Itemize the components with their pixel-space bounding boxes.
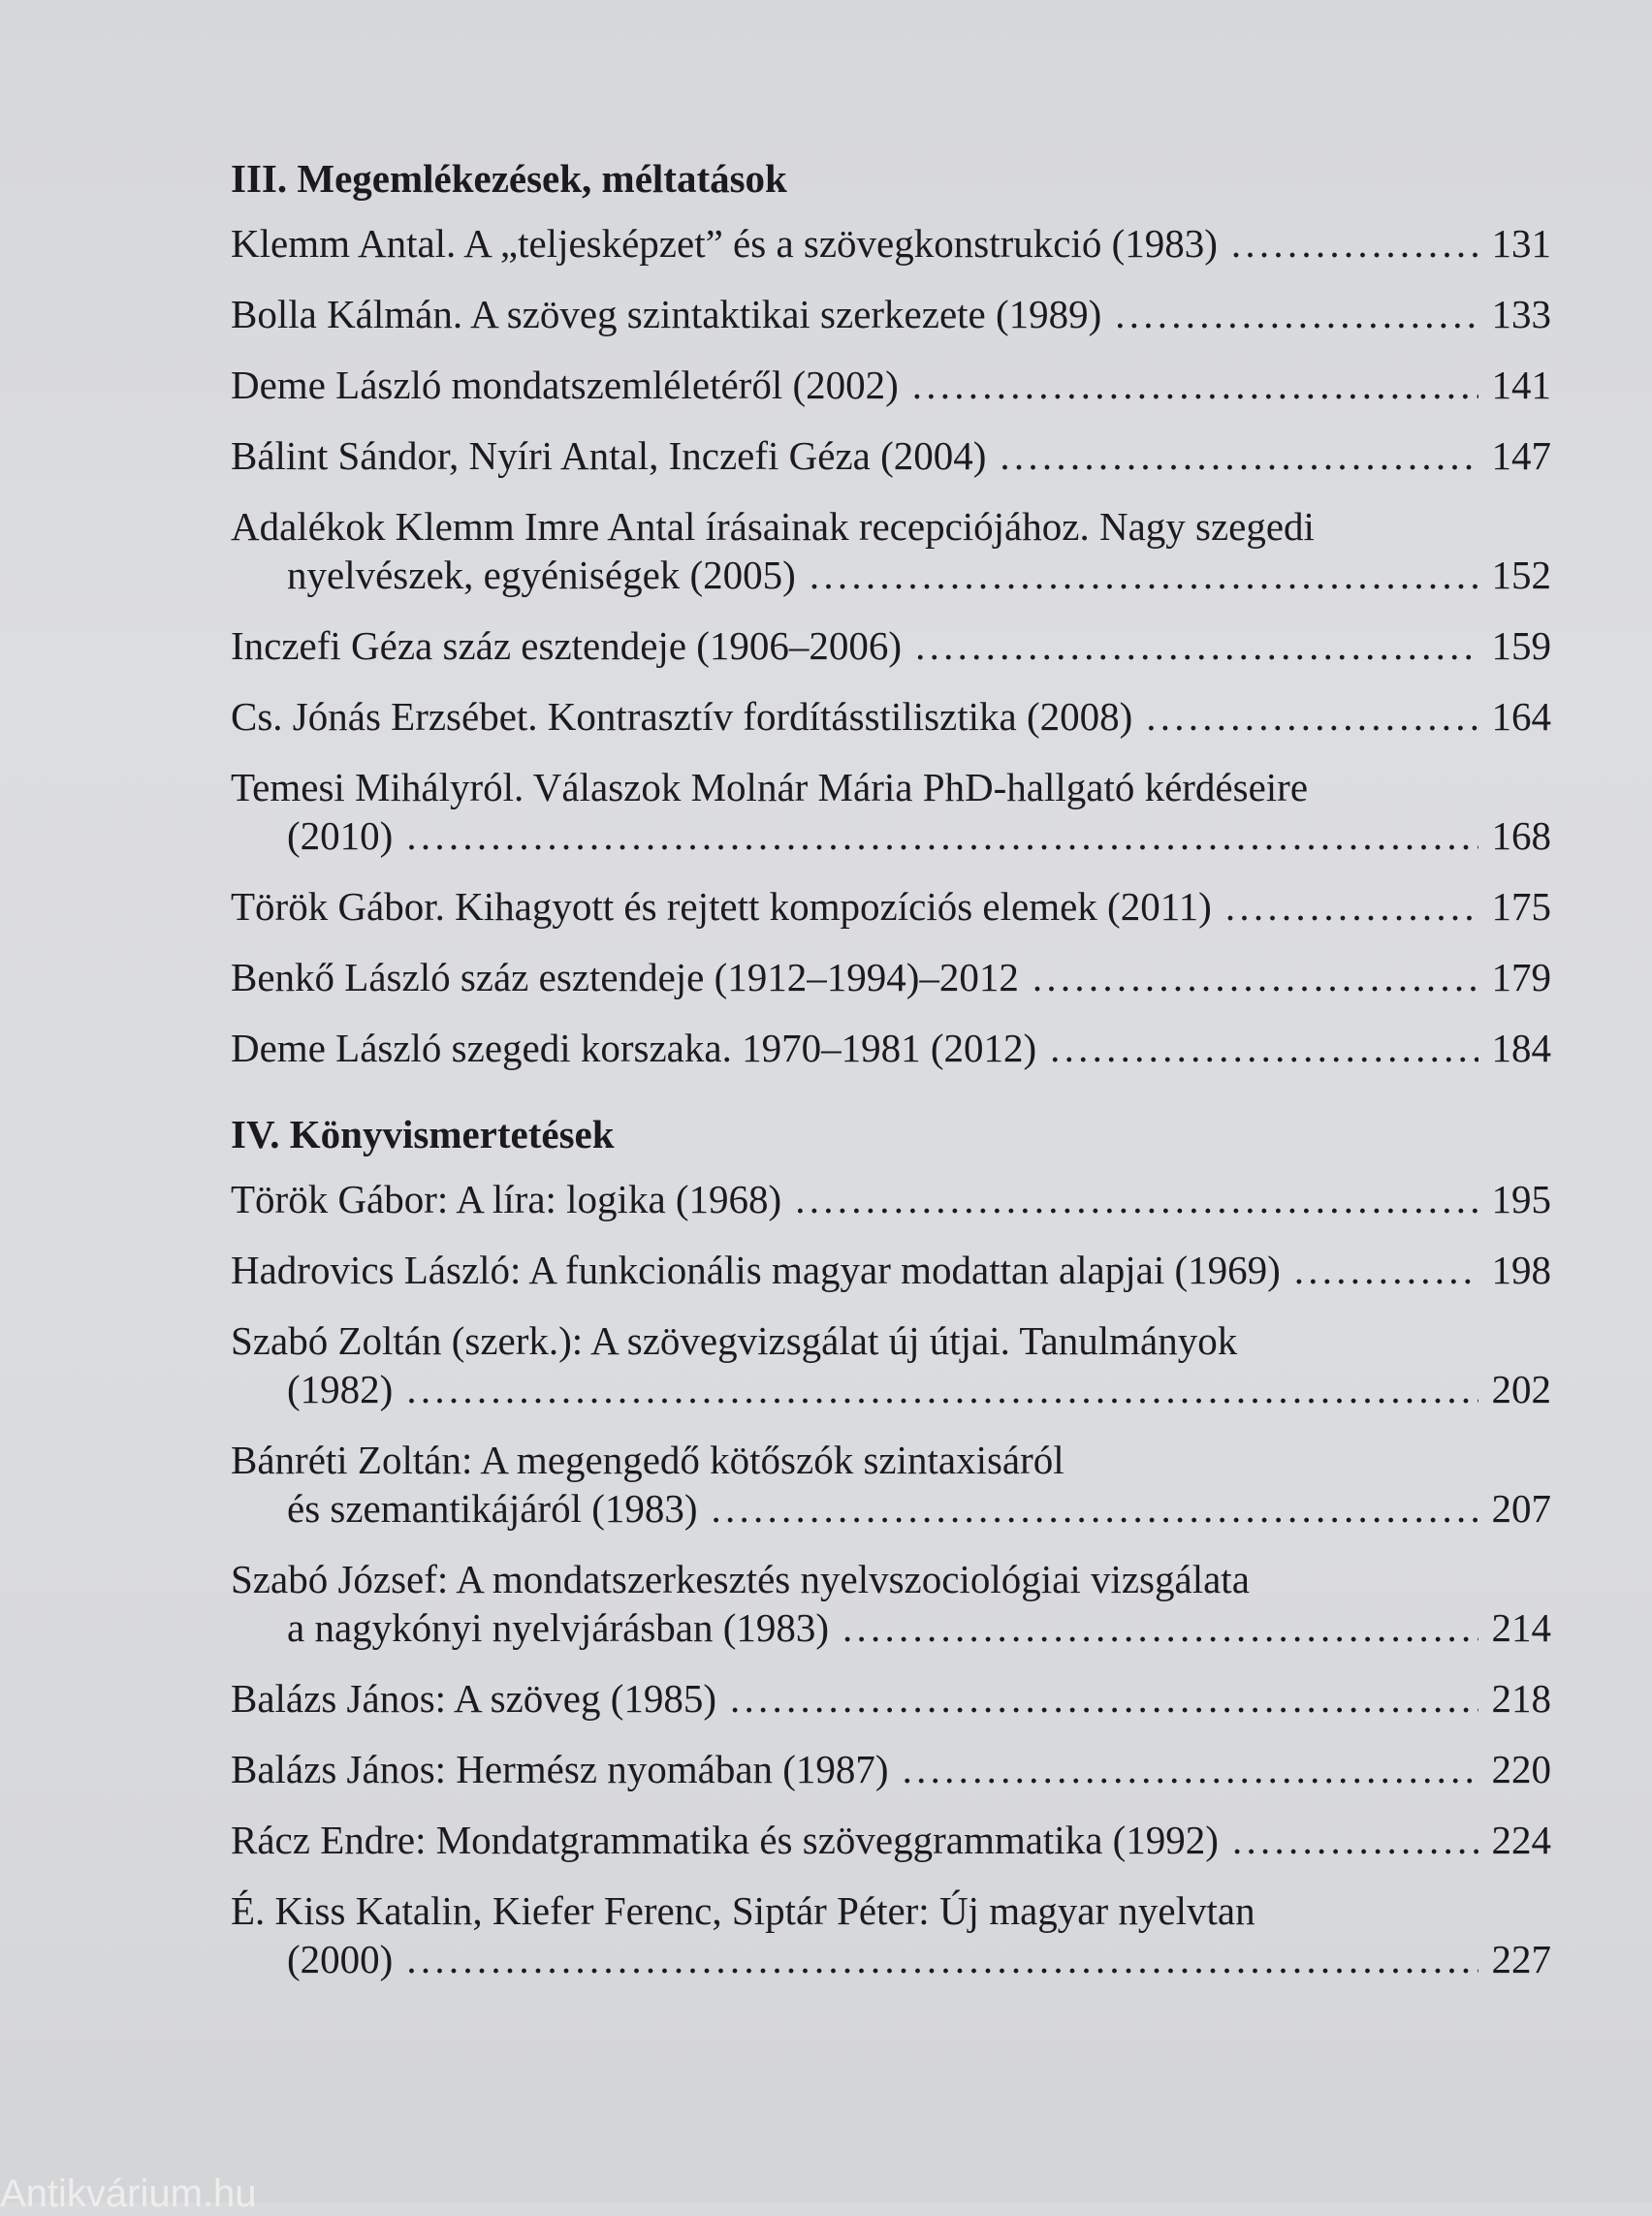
page-number: 198	[1491, 1248, 1551, 1292]
toc-entry[interactable]	[225, 621, 1551, 670]
toc-entry[interactable]	[225, 763, 1551, 860]
page-number: 133	[1491, 292, 1551, 336]
dot-leader	[1115, 290, 1477, 338]
dot-leader	[406, 1935, 1477, 1983]
toc-entry[interactable]	[225, 361, 1551, 409]
toc-entry-title: É. Kiss Katalin, Kiefer Ferenc, Siptár Péter: Új magyar nyelvtan	[231, 1888, 1255, 1933]
section-title: III. Megemlékezések, méltatások	[231, 156, 787, 201]
toc-entry-line	[225, 953, 1551, 1001]
toc-entry-line	[225, 1745, 1551, 1793]
toc-entry[interactable]	[225, 1316, 1551, 1413]
dot-leader	[912, 361, 1478, 409]
toc-entry-line	[225, 1436, 1551, 1484]
toc-entry-title: Balázs János: A szöveg (1985)	[231, 1676, 717, 1721]
toc-entry-title: Török Gábor. Kihagyott és rejtett kompozíciós elemek (2011)	[231, 884, 1212, 929]
toc-entry[interactable]	[225, 219, 1551, 268]
toc-entry[interactable]	[225, 1175, 1551, 1223]
page-number: 195	[1491, 1177, 1551, 1221]
toc-entry[interactable]	[225, 1886, 1551, 1983]
toc-entry-line	[225, 1175, 1551, 1223]
page-number: 218	[1491, 1676, 1551, 1721]
toc-entry-title: Hadrovics László: A funkcionális magyar modattan alapjai (1969)	[231, 1248, 1281, 1292]
toc-entry-line	[225, 1935, 1551, 1983]
toc-entry-title: (1982)	[287, 1367, 394, 1411]
toc-entry-title: Szabó Zoltán (szerk.): A szövegvizsgálat új útjai. Tanulmányok	[231, 1318, 1238, 1363]
toc-entry-title: Török Gábor: A líra: logika (1968)	[231, 1177, 782, 1221]
toc-entry-line	[225, 1024, 1551, 1072]
toc-entry-title: (2010)	[287, 813, 394, 858]
toc-entry-line	[225, 1816, 1551, 1864]
toc-entry-title: Adalékok Klemm Imre Antal írásainak recepciójához. Nagy szegedi	[231, 504, 1315, 549]
toc-entry[interactable]	[225, 1816, 1551, 1864]
toc-entry[interactable]	[225, 882, 1551, 931]
toc-entry-title: Bálint Sándor, Nyíri Antal, Inczefi Géza (2004)	[231, 433, 987, 478]
page-number: 159	[1491, 623, 1551, 668]
toc-entry-title: Benkő László száz esztendeje (1912–1994)–2012	[231, 955, 1019, 999]
dot-leader	[1146, 692, 1477, 741]
dot-leader	[903, 1745, 1478, 1793]
toc-entry-title: Bolla Kálmán. A szöveg szintaktikai szerkezete (1989)	[231, 292, 1102, 336]
page-number: 179	[1491, 955, 1551, 999]
page-number: 175	[1491, 884, 1551, 929]
page-number: 168	[1491, 813, 1551, 858]
toc-entry-title: Szabó József: A mondatszerkesztés nyelvszociológiai vizsgálata	[231, 1557, 1250, 1601]
dot-leader	[915, 621, 1477, 670]
toc-entry-title: nyelvészek, egyéniségek (2005)	[287, 553, 796, 597]
toc-entry-line	[225, 1246, 1551, 1294]
toc-entry-title: Deme László mondatszemléletéről (2002)	[231, 363, 899, 407]
toc-entry-line	[225, 811, 1551, 860]
toc-entry-line	[225, 1603, 1551, 1652]
dot-leader	[795, 1175, 1477, 1223]
page-number: 131	[1491, 221, 1551, 266]
toc-entry-title: Rácz Endre: Mondatgrammatika és szöveggrammatika (1992)	[231, 1818, 1219, 1862]
section-title: IV. Könyvismertetések	[231, 1112, 615, 1156]
toc-entry-line	[225, 290, 1551, 338]
toc-entry-line	[225, 621, 1551, 670]
toc-entry-line	[225, 551, 1551, 599]
toc-entry[interactable]	[225, 953, 1551, 1001]
toc-entry-title: Deme László szegedi korszaka. 1970–1981 (2012)	[231, 1026, 1037, 1070]
toc-entry[interactable]	[225, 431, 1551, 480]
table-of-contents	[225, 155, 1551, 2006]
toc-entry-line	[225, 219, 1551, 268]
toc-entry-title: (2000)	[287, 1937, 394, 1981]
toc-entry[interactable]	[225, 1024, 1551, 1072]
toc-entry-line	[225, 1674, 1551, 1723]
page-number: 227	[1491, 1937, 1551, 1981]
dot-leader	[1032, 953, 1478, 1001]
page-number: 202	[1491, 1367, 1551, 1411]
page-number: 152	[1491, 553, 1551, 597]
dot-leader	[406, 811, 1477, 860]
toc-entry[interactable]	[225, 1436, 1551, 1533]
toc-entry-title: Temesi Mihályról. Válaszok Molnár Mária PhD-hallgató kérdéseire	[231, 765, 1309, 809]
toc-entry[interactable]	[225, 290, 1551, 338]
dot-leader	[1232, 1816, 1478, 1864]
page-number: 224	[1491, 1818, 1551, 1862]
toc-entry-line	[225, 361, 1551, 409]
page-number: 214	[1491, 1605, 1551, 1650]
toc-entry-line	[225, 431, 1551, 480]
toc-entry-title: Bánréti Zoltán: A megengedő kötőszók szintaxisáról	[231, 1438, 1064, 1482]
toc-entry-title: Inczefi Géza száz esztendeje (1906–2006)	[231, 623, 903, 668]
toc-entry[interactable]	[225, 1555, 1551, 1652]
toc-entry-title: Klemm Antal. A „teljesképzet” és a szövegkonstrukció (1983)	[231, 221, 1218, 266]
toc-entry-line	[225, 1555, 1551, 1603]
toc-entry-line	[225, 1484, 1551, 1533]
toc-entry-line	[225, 692, 1551, 741]
dot-leader	[1000, 431, 1477, 480]
watermark: Antikvárium.hu	[0, 2172, 257, 2215]
dot-leader	[842, 1603, 1477, 1652]
toc-entry-title: a nagykónyi nyelvjárásban (1983)	[287, 1605, 830, 1650]
dot-leader	[1050, 1024, 1477, 1072]
toc-entry[interactable]	[225, 502, 1551, 599]
toc-entry-title: Cs. Jónás Erzsébet. Kontrasztív fordításstilisztika (2008)	[231, 694, 1133, 739]
page-number: 207	[1491, 1486, 1551, 1531]
dot-leader	[1294, 1246, 1478, 1294]
page-number: 184	[1491, 1026, 1551, 1070]
toc-entry-line	[225, 882, 1551, 931]
dot-leader	[730, 1674, 1477, 1723]
toc-entry[interactable]	[225, 1745, 1551, 1793]
dot-leader	[1225, 882, 1478, 931]
toc-entry-title: és szemantikájáról (1983)	[287, 1486, 698, 1531]
dot-leader	[810, 551, 1478, 599]
page-number: 220	[1491, 1747, 1551, 1791]
toc-entry-line	[225, 1365, 1551, 1413]
toc-entry[interactable]	[225, 692, 1551, 741]
toc-entry-line	[225, 1316, 1551, 1365]
toc-entry-line	[225, 502, 1551, 551]
toc-entry[interactable]	[225, 1246, 1551, 1294]
page-number: 141	[1491, 363, 1551, 407]
dot-leader	[712, 1484, 1478, 1533]
toc-entry-line	[225, 1886, 1551, 1935]
page-number: 164	[1491, 694, 1551, 739]
toc-entry-line	[225, 763, 1551, 811]
dot-leader	[1231, 219, 1478, 268]
toc-entry[interactable]	[225, 1674, 1551, 1723]
toc-entry-title: Balázs János: Hermész nyomában (1987)	[231, 1747, 889, 1791]
dot-leader	[406, 1365, 1477, 1413]
page-number: 147	[1491, 433, 1551, 478]
